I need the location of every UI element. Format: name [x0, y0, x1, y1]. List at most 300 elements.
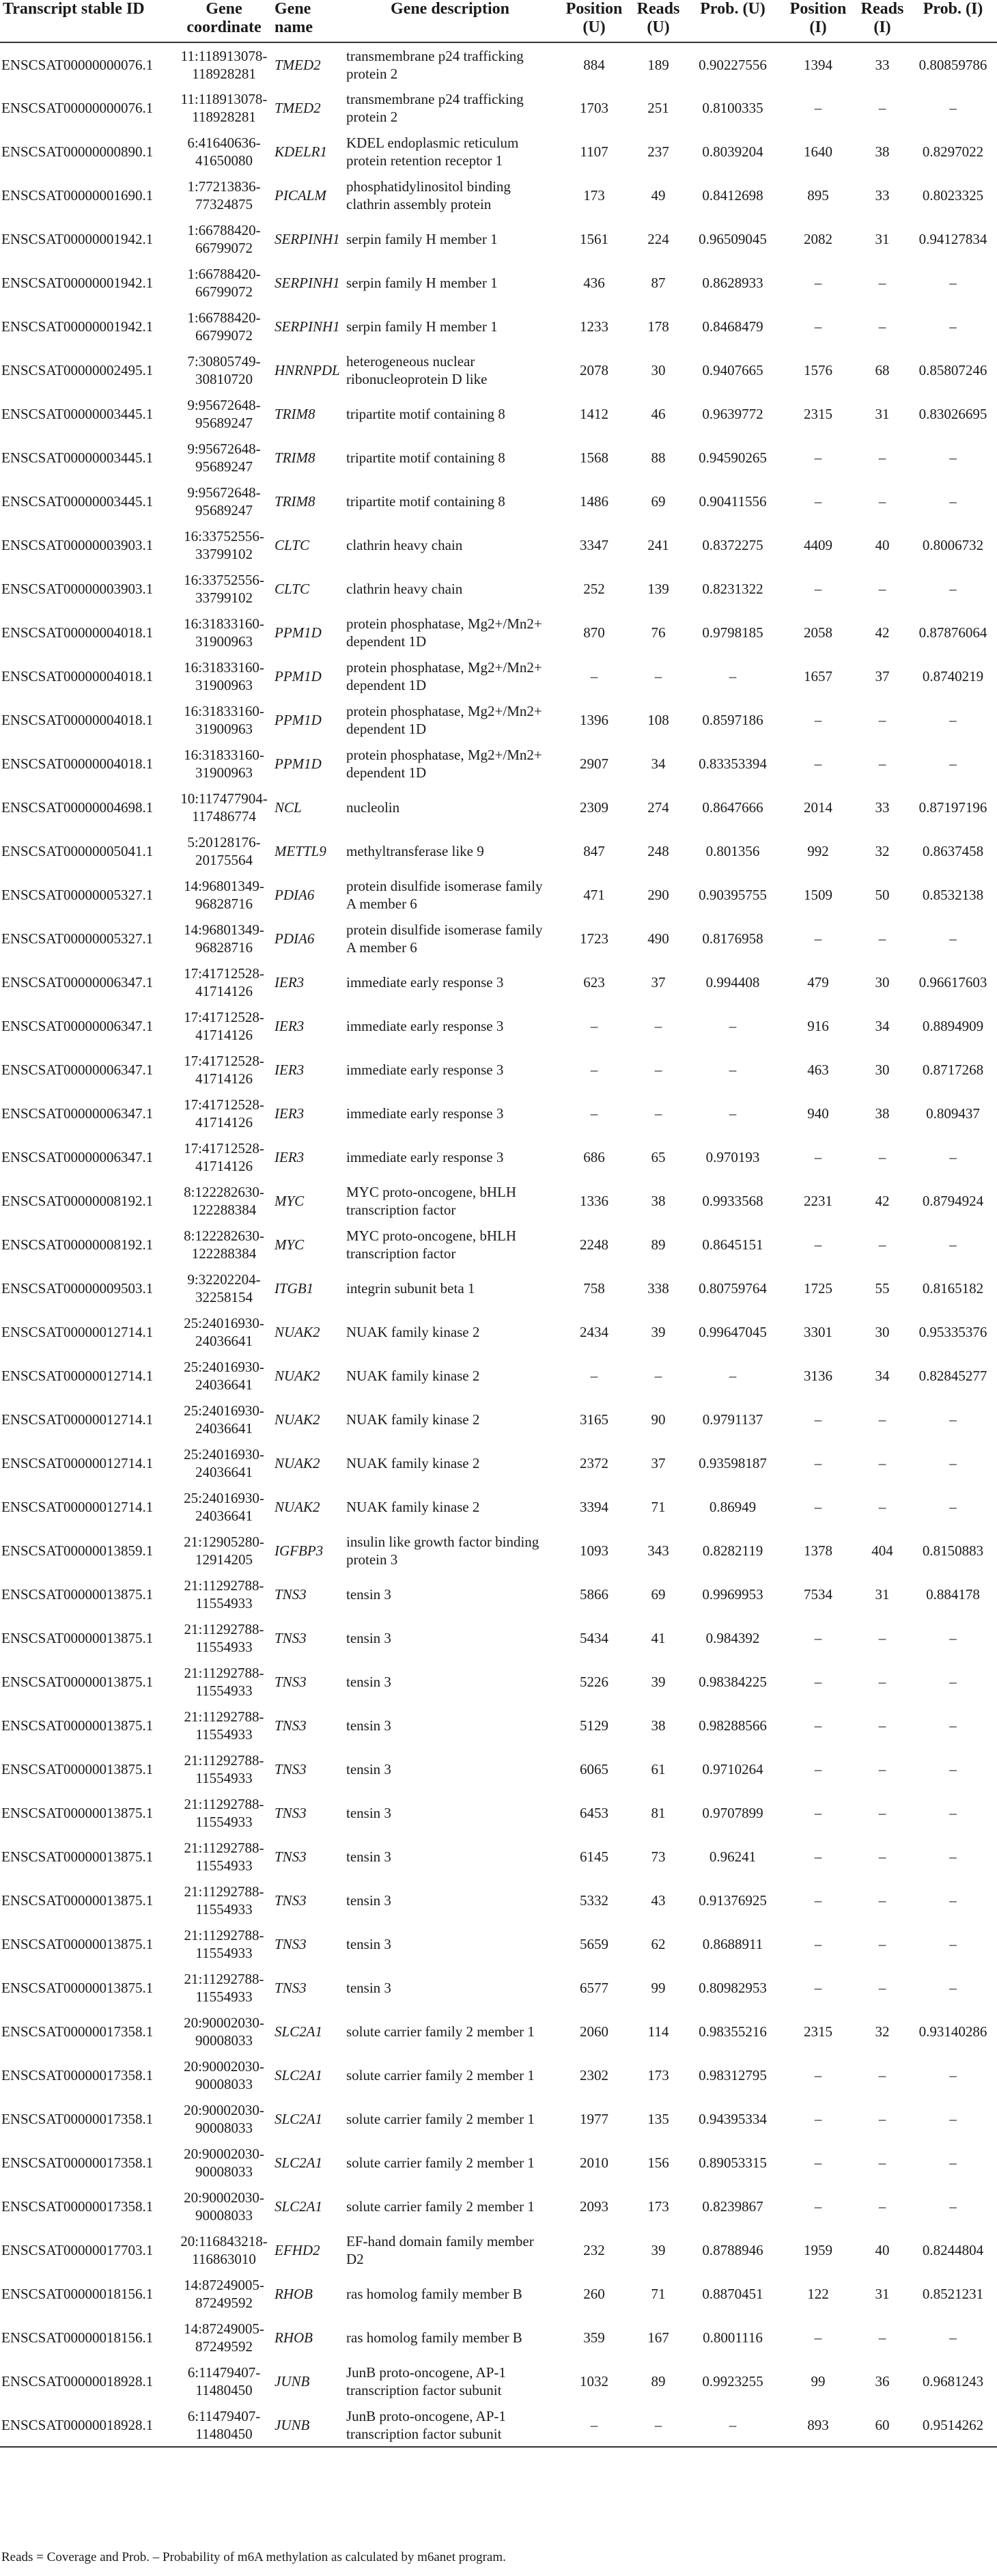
gene-name-cell: TMED2 [275, 100, 321, 116]
table-row [0, 305, 997, 348]
prob-u-cell: 0.98355216 [699, 2023, 767, 2040]
prob-i-cell: 0.94127834 [918, 231, 987, 247]
gene-description-cell: solute carrier family 2 member 1 [346, 2198, 535, 2215]
table-row [0, 1616, 997, 1660]
reads-u-cell: 251 [647, 100, 669, 116]
transcript-id-cell: ENSCSAT00000012714.1 [1, 1499, 154, 1515]
reads-u-cell: 41 [651, 1630, 666, 1646]
gene-description-cell: transmembrane p24 trafficking protein 2 [346, 47, 524, 82]
reads-i-cell: 33 [875, 187, 890, 204]
reads-u-cell: 30 [651, 362, 666, 378]
position-i-cell: – [814, 2329, 822, 2346]
prob-i-cell: – [949, 1455, 957, 1471]
transcript-id-cell: ENSCSAT00000013875.1 [1, 1980, 154, 1996]
transcript-id-cell: ENSCSAT00000006347.1 [1, 974, 154, 991]
gene-description-cell: transmembrane p24 trafficking protein 2 [346, 91, 524, 125]
reads-i-cell: 34 [875, 1018, 890, 1034]
reads-i-cell: – [878, 756, 886, 772]
transcript-id-cell: ENSCSAT00000012714.1 [1, 1455, 154, 1471]
position-i-cell: – [814, 2155, 822, 2171]
position-u-cell: 2907 [580, 756, 608, 772]
transcript-id-cell: ENSCSAT00000012714.1 [1, 1324, 154, 1340]
prob-u-cell: 0.98288566 [699, 1717, 767, 1734]
prob-i-cell: – [949, 275, 957, 291]
transcript-id-cell: ENSCSAT00000013875.1 [1, 1805, 154, 1821]
prob-u-cell: 0.98384225 [699, 1674, 767, 1690]
position-i-cell: 122 [807, 2286, 829, 2302]
prob-i-cell: 0.8532138 [922, 887, 984, 903]
position-i-cell: – [814, 712, 822, 728]
reads-i-cell: – [878, 449, 886, 466]
position-u-cell: 1568 [580, 449, 608, 466]
transcript-id-cell: ENSCSAT00000004698.1 [1, 799, 154, 816]
transcript-id-cell: ENSCSAT00000017358.1 [1, 2155, 154, 2171]
reads-u-cell: 274 [647, 799, 669, 816]
transcript-id-cell: ENSCSAT00000000076.1 [1, 100, 154, 116]
gene-description-cell: solute carrier family 2 member 1 [346, 2067, 535, 2083]
transcript-id-cell: ENSCSAT00000003445.1 [1, 493, 154, 510]
position-i-cell: 893 [781, 2403, 856, 2447]
gene-coordinate-cell: 21:11292788-11554933 [184, 1708, 264, 1743]
reads-u-cell: 87 [651, 275, 666, 291]
table-row [0, 1660, 997, 1704]
reads-i-cell: 404 [871, 1542, 893, 1559]
prob-i-cell: – [949, 2329, 957, 2346]
prob-i-cell: – [949, 2111, 957, 2127]
position-i-cell: – [814, 1630, 822, 1646]
prob-u-cell: 0.8597186 [702, 712, 763, 728]
table-row [0, 1791, 997, 1835]
position-u-cell: – [590, 1018, 598, 1034]
gene-description-cell: serpin family H member 1 [346, 275, 498, 291]
gene-coordinate-cell: 17:41712528-41714126 [184, 1140, 264, 1174]
gene-description-cell: tensin 3 [346, 1805, 391, 1821]
prob-i-cell: – [949, 2155, 957, 2171]
gene-coordinate-cell: 21:11292788-11554933 [184, 1621, 264, 1655]
table-row [0, 1398, 997, 1441]
transcript-id-cell: ENSCSAT00000017703.1 [1, 2242, 154, 2258]
prob-u-cell: 0.93598187 [699, 1455, 767, 1471]
gene-coordinate-cell: 21:11292788-11554933 [184, 1927, 264, 1961]
gene-description-cell: solute carrier family 2 member 1 [346, 2111, 535, 2127]
reads-i-cell: – [878, 2067, 886, 2083]
prob-u-cell: 0.9639772 [702, 406, 763, 422]
prob-u-cell: 0.8645151 [702, 1236, 763, 1253]
table-row [0, 917, 997, 960]
gene-name-cell: TNS3 [275, 1805, 307, 1821]
reads-u-cell: – [654, 668, 662, 684]
prob-i-cell: 0.8006732 [922, 537, 984, 553]
transcript-id-cell: ENSCSAT00000018156.1 [1, 2286, 154, 2302]
gene-description-cell: EF-hand domain family member D2 [346, 2233, 534, 2267]
prob-i-cell: – [949, 756, 957, 772]
reads-u-cell: 108 [647, 712, 669, 728]
reads-u-cell: 114 [647, 2023, 669, 2040]
position-u-cell: 5434 [580, 1630, 608, 1646]
prob-u-cell: – [685, 2403, 781, 2447]
prob-i-cell: – [949, 1630, 957, 1646]
reads-i-cell: – [878, 2329, 886, 2346]
gene-description-cell: NUAK family kinase 2 [346, 1324, 480, 1340]
reads-u-cell: 39 [651, 1324, 666, 1340]
position-i-cell: 2231 [804, 1193, 832, 1209]
reads-i-cell: – [878, 581, 886, 597]
gene-name-cell: TNS3 [275, 1980, 307, 1996]
reads-u-cell: 46 [651, 406, 666, 422]
position-i-cell: 1959 [804, 2242, 832, 2258]
position-i-cell: 7534 [804, 1586, 832, 1603]
prob-i-cell: – [949, 1848, 957, 1865]
table-row [0, 2010, 997, 2053]
gene-coordinate-cell: 6:11479407-11480450 [176, 2403, 272, 2447]
reads-i-cell: – [878, 1848, 886, 1865]
table-row [0, 1573, 997, 1616]
position-u-cell: 1486 [580, 493, 608, 510]
prob-i-cell: – [949, 1411, 957, 1428]
reads-u-cell: 69 [651, 1586, 666, 1603]
reads-u-cell: 173 [647, 2067, 669, 2083]
gene-coordinate-cell: 9:95672648-95689247 [187, 441, 261, 475]
prob-i-cell: – [949, 1980, 957, 1996]
gene-name-cell: METTL9 [275, 843, 326, 859]
table-row [0, 217, 997, 261]
gene-name-cell: SLC2A1 [275, 2198, 323, 2215]
transcript-id-cell: ENSCSAT00000013859.1 [1, 1542, 154, 1559]
table-row [0, 523, 997, 567]
prob-u-cell: 0.94590265 [699, 449, 767, 466]
transcript-id-cell: ENSCSAT00000001942.1 [1, 275, 154, 291]
prob-i-cell: 0.95335376 [918, 1324, 987, 1340]
gene-coordinate-cell: 21:11292788-11554933 [184, 1752, 264, 1786]
transcript-id-cell: ENSCSAT00000005327.1 [1, 887, 154, 903]
position-i-cell: 2082 [804, 231, 832, 247]
gene-description-cell: immediate early response 3 [346, 1149, 504, 1165]
prob-u-cell: 0.9969953 [702, 1586, 763, 1603]
position-u-cell: – [590, 1062, 598, 1078]
reads-u-cell: 49 [651, 187, 666, 204]
reads-u-cell: 89 [651, 1236, 666, 1253]
transcript-id-cell: ENSCSAT00000013875.1 [1, 1674, 154, 1690]
gene-coordinate-cell: 11:118913078-118928281 [180, 91, 268, 125]
table-footnote: Reads = Coverage and Prob. – Probability of m6A methylation as calculated by m6anet program. [1, 2550, 506, 2564]
prob-i-cell: – [949, 318, 957, 335]
gene-name-cell: TNS3 [275, 1717, 307, 1734]
gene-name-cell: IER3 [275, 1149, 305, 1165]
position-u-cell: 2434 [580, 1324, 608, 1340]
gene-description-cell: tensin 3 [346, 1848, 391, 1865]
reads-i-cell: 31 [875, 1586, 890, 1603]
prob-u-cell: 0.9798185 [702, 624, 763, 641]
table-row [0, 698, 997, 742]
gene-coordinate-cell: 20:90002030-90008033 [184, 2058, 264, 2092]
position-u-cell: 6145 [580, 1848, 608, 1865]
position-u-cell: 173 [583, 187, 605, 204]
reads-i-cell: 33 [875, 799, 890, 816]
gene-name-cell: TNS3 [275, 1848, 307, 1865]
position-i-cell: – [814, 1149, 822, 1165]
reads-i-cell: – [878, 100, 886, 116]
position-i-cell: 2058 [804, 624, 832, 641]
gene-description-cell: NUAK family kinase 2 [346, 1455, 480, 1471]
table-row [0, 261, 997, 305]
table-row [0, 1135, 997, 1179]
transcript-id-cell: ENSCSAT00000003445.1 [1, 449, 154, 466]
table-row [0, 2316, 997, 2359]
prob-u-cell: 0.9710264 [702, 1761, 763, 1777]
position-u-cell: 758 [583, 1280, 605, 1297]
gene-name-cell: TNS3 [275, 1936, 307, 1952]
prob-i-cell: 0.8717268 [922, 1062, 984, 1078]
gene-description-cell: protein phosphatase, Mg2+/Mn2+ dependent 1D [346, 747, 542, 781]
table-row [0, 2359, 997, 2403]
table-row [0, 2053, 997, 2097]
position-u-cell: 5866 [580, 1586, 608, 1603]
prob-i-cell: 0.83026695 [918, 406, 987, 422]
gene-coordinate-cell: 16:31833160-31900963 [184, 615, 264, 650]
prob-u-cell: 0.80982953 [699, 1980, 767, 1996]
transcript-id-cell: ENSCSAT00000006347.1 [1, 1105, 154, 1122]
reads-u-cell: 90 [651, 1411, 666, 1428]
prob-i-cell: – [949, 1936, 957, 1952]
position-i-cell: – [814, 1674, 822, 1690]
reads-i-cell: 30 [875, 974, 890, 991]
reads-i-cell: 32 [875, 843, 890, 859]
gene-name-cell: NCL [275, 799, 302, 816]
gene-coordinate-cell: 17:41712528-41714126 [184, 965, 264, 999]
reads-u-cell: – [654, 1062, 662, 1078]
position-u-cell: 252 [583, 581, 605, 597]
position-u-cell: 260 [583, 2286, 605, 2302]
reads-i-cell: – [878, 275, 886, 291]
gene-coordinate-cell: 21:11292788-11554933 [184, 1665, 264, 1699]
table-header-row [0, 0, 997, 42]
gene-description-cell: NUAK family kinase 2 [346, 1411, 480, 1428]
gene-coordinate-cell: 25:24016930-24036641 [184, 1446, 264, 1480]
gene-name-cell: NUAK2 [275, 1411, 320, 1428]
gene-name-cell: TRIM8 [275, 449, 315, 466]
reads-u-cell: 37 [651, 974, 666, 991]
gene-name-cell: SLC2A1 [275, 2067, 323, 2083]
transcript-id-cell: ENSCSAT00000006347.1 [1, 1018, 154, 1034]
table-row [0, 786, 997, 829]
table-row [0, 174, 997, 217]
gene-description-cell: MYC proto-oncogene, bHLH transcription factor [346, 1228, 517, 1262]
gene-name-cell: KDELR1 [275, 143, 328, 160]
transcript-id-cell: ENSCSAT00000000076.1 [1, 56, 154, 73]
position-i-cell: – [814, 2198, 822, 2215]
transcript-id-cell: ENSCSAT00000006347.1 [1, 1149, 154, 1165]
reads-u-cell: 173 [647, 2198, 669, 2215]
gene-description-cell: immediate early response 3 [346, 1018, 504, 1034]
transcript-id-cell: ENSCSAT00000013875.1 [1, 1586, 154, 1603]
reads-u-cell: 43 [651, 1892, 666, 1909]
reads-u-cell: 290 [647, 887, 669, 903]
reads-u-cell: 73 [651, 1848, 666, 1865]
reads-i-cell: – [878, 1717, 886, 1734]
gene-name-cell: EFHD2 [275, 2242, 320, 2258]
gene-description-cell: KDEL endoplasmic reticulum protein retention receptor 1 [346, 135, 519, 169]
reads-i-cell: 37 [875, 668, 890, 684]
table-row [0, 1441, 997, 1485]
position-i-cell: – [814, 1892, 822, 1909]
gene-name-cell: TRIM8 [275, 493, 315, 510]
reads-i-cell: – [878, 493, 886, 510]
gene-name-cell: NUAK2 [275, 1368, 320, 1384]
transcript-id-cell: ENSCSAT00000012714.1 [1, 1411, 154, 1428]
reads-u-cell: 135 [647, 2111, 669, 2127]
position-i-cell: 940 [807, 1105, 829, 1122]
gene-name-cell: TMED2 [275, 56, 321, 73]
gene-name-cell: TNS3 [275, 1761, 307, 1777]
position-u-cell: 847 [583, 843, 605, 859]
gene-description-cell: solute carrier family 2 member 1 [346, 2155, 535, 2171]
position-u-cell: 6577 [580, 1980, 608, 1996]
prob-i-cell: – [949, 1892, 957, 1909]
gene-description-cell: nucleolin [346, 799, 400, 816]
prob-i-cell: – [949, 1805, 957, 1821]
prob-i-cell: – [949, 1674, 957, 1690]
prob-u-cell: 0.801356 [705, 843, 760, 859]
position-i-cell: 1576 [804, 362, 832, 378]
prob-u-cell: 0.970193 [705, 1149, 760, 1165]
table-row [0, 1922, 997, 1966]
prob-u-cell: 0.8282119 [702, 1542, 763, 1559]
transcript-id-cell: ENSCSAT00000001690.1 [1, 187, 154, 204]
reads-i-cell: 40 [875, 2242, 890, 2258]
gene-coordinate-cell: 16:31833160-31900963 [184, 747, 264, 781]
prob-u-cell: 0.80759764 [699, 1280, 767, 1297]
reads-i-cell: 33 [875, 56, 890, 73]
reads-i-cell: 50 [875, 887, 890, 903]
transcript-id-cell: ENSCSAT00000005327.1 [1, 930, 154, 947]
table-row [0, 2403, 997, 2447]
transcript-id-cell: ENSCSAT00000018928.1 [0, 2403, 176, 2447]
transcript-id-cell: ENSCSAT00000000890.1 [1, 143, 154, 160]
table-row [0, 1879, 997, 1922]
position-i-cell: 99 [811, 2373, 826, 2390]
header-reads-i: Reads (I) [856, 0, 909, 42]
position-u-cell: 5332 [580, 1892, 608, 1909]
prob-u-cell: 0.9791137 [702, 1411, 763, 1428]
reads-i-cell: 55 [875, 1280, 890, 1297]
gene-coordinate-cell: 21:11292788-11554933 [184, 1971, 264, 2005]
gene-coordinate-cell: 9:95672648-95689247 [187, 397, 261, 431]
reads-i-cell: 31 [875, 2286, 890, 2302]
reads-i-cell: – [878, 1936, 886, 1952]
position-i-cell: – [814, 1848, 822, 1865]
reads-u-cell: 99 [651, 1980, 666, 1996]
position-i-cell: 463 [807, 1062, 829, 1078]
gene-coordinate-cell: 6:41640636-41650080 [187, 135, 261, 169]
reads-i-cell: – [878, 2111, 886, 2127]
prob-u-cell: – [729, 1062, 737, 1078]
gene-coordinate-cell: 9:32202204-32258154 [187, 1271, 261, 1305]
gene-description-cell: heterogeneous nuclear ribonucleoprotein D like [346, 353, 488, 387]
gene-description-cell: NUAK family kinase 2 [346, 1499, 480, 1515]
gene-description-cell: NUAK family kinase 2 [346, 1368, 480, 1384]
position-i-cell: 895 [807, 187, 829, 204]
position-i-cell: – [814, 275, 822, 291]
position-i-cell: – [814, 1761, 822, 1777]
gene-description-cell: protein disulfide isomerase family A member 6 [346, 922, 543, 956]
reads-u-cell: 224 [647, 231, 669, 247]
gene-coordinate-cell: 6:11479407-11480450 [187, 2364, 261, 2398]
reads-i-cell: – [878, 2155, 886, 2171]
reads-u-cell: 62 [651, 1936, 666, 1952]
gene-name-cell: IER3 [275, 1018, 305, 1034]
gene-name-cell: PICALM [275, 187, 326, 204]
gene-coordinate-cell: 1:77213836-77324875 [187, 178, 261, 212]
reads-u-cell: 71 [651, 1499, 666, 1515]
gene-name-cell: IER3 [275, 1062, 305, 1078]
table-row [0, 1310, 997, 1354]
gene-coordinate-cell: 16:33752556-33799102 [184, 572, 264, 606]
table-body [0, 42, 997, 2447]
gene-coordinate-cell: 1:66788420-66799072 [187, 309, 261, 344]
position-u-cell: 359 [583, 2329, 605, 2346]
table-row [0, 2097, 997, 2141]
transcript-id-cell: ENSCSAT00000017358.1 [1, 2023, 154, 2040]
gene-coordinate-cell: 17:41712528-41714126 [184, 1096, 264, 1131]
reads-i-cell: – [878, 2198, 886, 2215]
gene-name-cell: JUNB [275, 2373, 310, 2390]
gene-coordinate-cell: 25:24016930-24036641 [184, 1402, 264, 1437]
position-u-cell: 6453 [580, 1805, 608, 1821]
prob-u-cell: 0.9707899 [702, 1805, 763, 1821]
reads-i-cell: – [878, 1674, 886, 1690]
header-gene-name: Gene name [272, 0, 343, 42]
position-i-cell: – [814, 1980, 822, 1996]
gene-description-cell: tensin 3 [346, 1980, 391, 1996]
position-i-cell: – [814, 1411, 822, 1428]
reads-u-cell: 38 [651, 1717, 666, 1734]
prob-i-cell: 0.96617603 [918, 974, 987, 991]
reads-u-cell: 61 [651, 1761, 666, 1777]
gene-description-cell: protein phosphatase, Mg2+/Mn2+ dependent 1D [346, 703, 542, 737]
gene-description-cell: serpin family H member 1 [346, 231, 498, 247]
reads-i-cell: – [878, 1892, 886, 1909]
position-u-cell: 2372 [580, 1455, 608, 1471]
transcript-id-cell: ENSCSAT00000001942.1 [1, 318, 154, 335]
transcript-id-cell: ENSCSAT00000008192.1 [1, 1193, 154, 1209]
gene-coordinate-cell: 20:90002030-90008033 [184, 2102, 264, 2136]
prob-u-cell: 0.8231322 [702, 581, 763, 597]
gene-description-cell: integrin subunit beta 1 [346, 1280, 475, 1297]
position-u-cell: 1093 [580, 1542, 608, 1559]
reads-i-cell: – [878, 1455, 886, 1471]
reads-i-cell: – [878, 318, 886, 335]
prob-u-cell: 0.9407665 [702, 362, 763, 378]
gene-coordinate-cell: 25:24016930-24036641 [184, 1315, 264, 1349]
gene-name-cell: PDIA6 [275, 887, 315, 903]
position-u-cell: 1107 [580, 143, 608, 160]
prob-i-cell: – [949, 2067, 957, 2083]
position-i-cell: – [814, 318, 822, 335]
gene-name-cell: PDIA6 [275, 930, 315, 947]
transcript-id-cell: ENSCSAT00000001942.1 [1, 231, 154, 247]
reads-i-cell: 40 [875, 537, 890, 553]
reads-u-cell: 248 [647, 843, 669, 859]
gene-name-cell: RHOB [275, 2329, 313, 2346]
prob-u-cell: 0.8176958 [702, 930, 763, 947]
gene-name-cell: PPM1D [275, 712, 322, 728]
table-row [0, 86, 997, 130]
transcript-id-cell: ENSCSAT00000013875.1 [1, 1936, 154, 1952]
prob-u-cell: 0.90395755 [699, 887, 767, 903]
reads-u-cell: 71 [651, 2286, 666, 2302]
gene-name-cell: PPM1D [275, 668, 322, 684]
header-prob-u: Prob. (U) [685, 0, 781, 42]
